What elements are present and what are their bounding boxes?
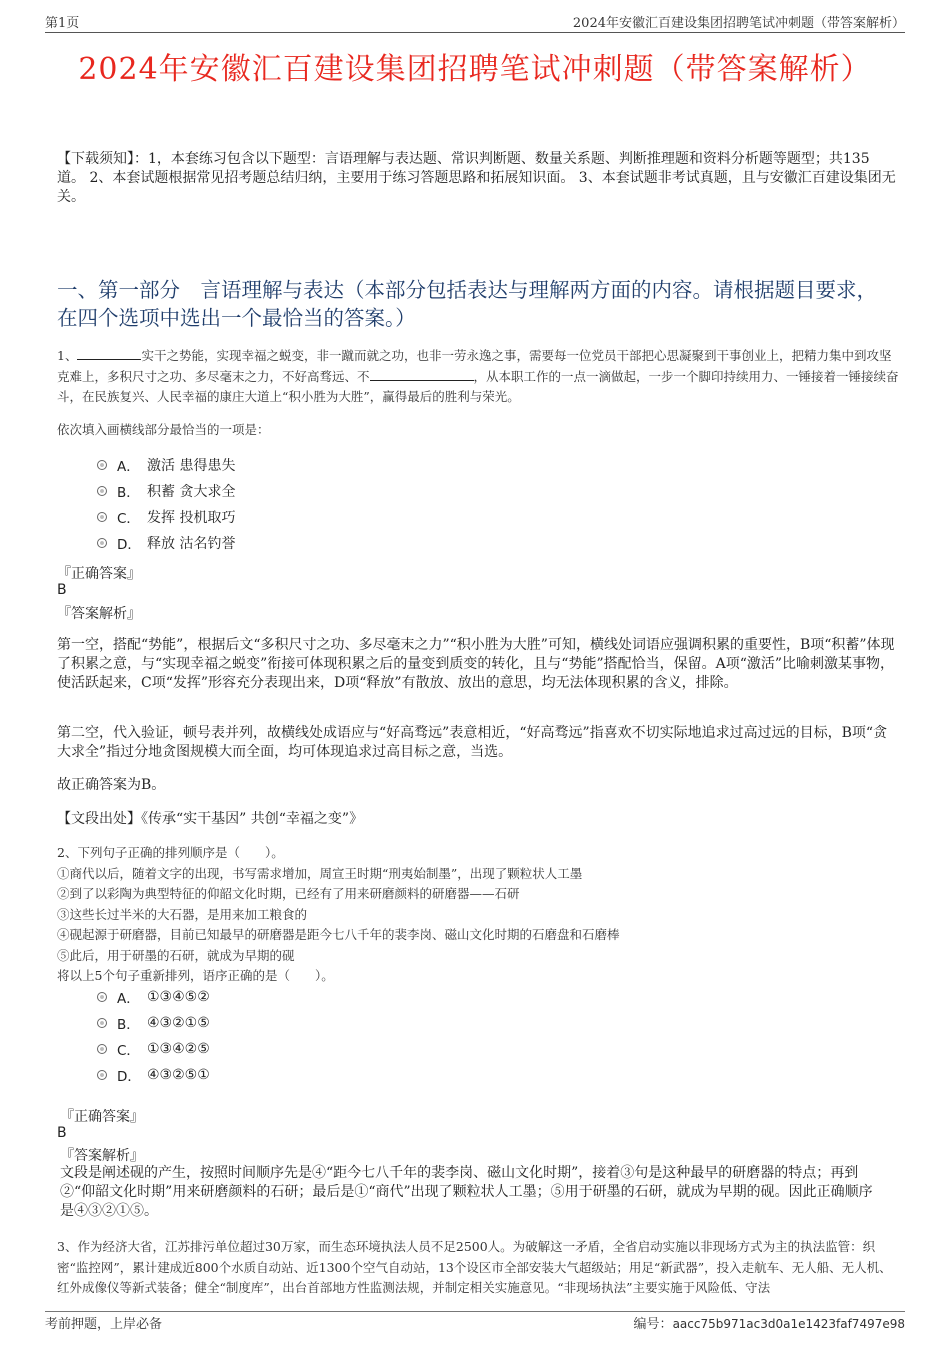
analysis-paragraph: 第二空，代入验证，顿号表并列，故横线处成语应与“好高骛远”表意相近，“好高骛远”指喜欢不切实际地追求过高过远的目标，B项“贪大求全”指过分地贪图规模大而全面，均可体现追求过高目标之意，当选。 [57, 725, 888, 760]
radio-icon[interactable] [97, 460, 107, 470]
section-heading: 一、第一部分 言语理解与表达（本部分包括表达与理解两方面的内容。请根据题目要求，在四个选项中选出一个最恰当的答案。） [57, 278, 877, 330]
question-2-stem [57, 843, 899, 987]
analysis-conclusion: 故正确答案为B。 [57, 777, 166, 793]
footer-divider [45, 1311, 905, 1312]
footer-code-label: 编号： [633, 1317, 673, 1332]
header-doc-title: 2024年安徽汇百建设集团招聘笔试冲刺题（带答案解析） [572, 16, 905, 31]
radio-icon[interactable] [97, 512, 107, 522]
page-title: 2024年安徽汇百建设集团招聘笔试冲刺题（带答案解析） [78, 52, 872, 87]
answer-label: 『正确答案』 [60, 1109, 144, 1125]
option-d[interactable]: D． 释放 沽名钓誉 [97, 530, 235, 556]
radio-icon[interactable] [97, 1044, 107, 1054]
radio-icon[interactable] [97, 1070, 107, 1080]
question-1-options [97, 452, 235, 556]
analysis-label: 『答案解析』 [60, 1148, 144, 1164]
question-2-line: 将以上5个句子重新排列，语序正确的是（ ）。 [57, 968, 334, 983]
option-a[interactable]: A． ①③④⑤② [97, 984, 210, 1010]
question-1-text-a: 实干之势能，实现幸福之蜕变，非一蹴而就之功，也非一劳永逸之事，需要每一位党员干部把心思凝聚到干事创业上，把精力集中到攻坚克难上，多积尺寸之功、多尽毫末之力，不好高骛远、不 [57, 348, 892, 384]
option-b[interactable]: B． 积蓄 贪大求全 [97, 478, 235, 504]
correct-answer: B [57, 1125, 67, 1141]
radio-icon[interactable] [97, 992, 107, 1002]
footer-code-value: aacc75b971ac3d0a1e1423faf7497e98 [672, 1317, 905, 1331]
question-1-prompt: 依次填入画横线部分最恰当的一项是： [57, 422, 270, 437]
question-1-number: 1、 [57, 348, 78, 363]
option-a[interactable]: A． 激活 患得患失 [97, 452, 235, 478]
download-notice: 【下载须知】：1，本套练习包含以下题型：言语理解与表达题、常识判断题、数量关系题、判断推理题和资料分析题等题型；共135道。 2、本套试题根据常见招考题总结归纳，主要用于练习答题思路和拓展知识面。 3、本套试题非考试真题，且与安徽汇百建设集团无关。 [57, 151, 896, 205]
source-citation: 【文段出处】《传承“实干基因” 共创“幸福之变”》 [57, 811, 364, 827]
footer-code [634, 1313, 905, 1332]
radio-icon[interactable] [97, 538, 107, 548]
question-1-stem [57, 346, 899, 408]
header-divider [45, 32, 905, 33]
radio-icon[interactable] [97, 1018, 107, 1028]
option-b[interactable]: B． ④③②①⑤ [97, 1010, 210, 1036]
footer-slogan: 考前押题，上岸必备 [45, 1317, 163, 1332]
correct-answer: B [57, 582, 67, 598]
question-2-line: ③这些长过半米的大石器，是用来加工粮食的 [57, 906, 308, 922]
answer-label: 『正确答案』 [57, 566, 141, 582]
analysis-paragraph: 第一空，搭配“势能”，根据后文“多积尺寸之功、多尽毫末之力”“积小胜为大胜”可知，横线处词语应强调积累的重要性，B项“积蓄”体现了积累之意，与“实现幸福之蜕变”衔接可体现积累之后的量变到质变的转化，且与“势能”搭配恰当，保留。A项“激活”比喻刺激某事物，使活跃起来，C项“发挥”形容充分表现出来，D项“释放”有散放、放出的意思，均无法体现积累的含义，排除。 [57, 637, 895, 691]
question-2-line: ②到了以彩陶为典型特征的仰韶文化时期，已经有了用来研磨颜料的研磨器——石研 [57, 886, 520, 901]
analysis-label: 『答案解析』 [57, 606, 141, 622]
blank-2 [370, 380, 474, 381]
option-c[interactable]: C． 发挥 投机取巧 [97, 504, 235, 530]
option-d[interactable]: D． ④③②⑤① [97, 1062, 210, 1088]
question-2-line: 2、下列句子正确的排列顺序是（ ）。 [57, 845, 284, 860]
question-2-line: ①商代以后，随着文字的出现，书写需求增加，周宣王时期“刑夷始制墨”，出现了颗粒状人工墨 [57, 865, 583, 881]
page-number: 第1页 [45, 16, 80, 31]
option-c[interactable]: C． ①③④②⑤ [97, 1036, 210, 1062]
radio-icon[interactable] [97, 486, 107, 496]
blank-1 [77, 359, 141, 360]
analysis-paragraph: 文段是阐述砚的产生，按照时间顺序先是④“距今七八千年的裴李岗、磁山文化时期”，接着③句是这种最早的研磨器的特点；再到②“仰韶文化时期”用来研磨颜料的石研；最后是①“商代”出现了颗粒状人工墨；⑤用于研墨的石研，就成为早期的砚。因此正确顺序是④③②①⑤。 [60, 1165, 873, 1219]
question-1-text-b: ，从本职工作的一点一滴做起，一步一个脚印持续用力、一锤接着一锤接续奋斗，在民族复兴、人民幸福的康庄大道上“积小胜为大胜”，赢得最后的胜利与荣光。 [57, 368, 899, 404]
question-2-line: ④砚起源于研磨器，目前已知最早的研磨器是距今七八千年的裴李岗、磁山文化时期的石磨盘和石磨棒 [57, 927, 620, 942]
question-2-options [97, 984, 210, 1088]
question-2-line: ⑤此后，用于研墨的石研，就成为早期的砚 [57, 947, 295, 963]
question-3-stem: 3、作为经济大省，江苏排污单位超过30万家，而生态环境执法人员不足2500人。为破解这一矛盾，全省启动实施以非现场方式为主的执法监管：织密“监控网”，累计建成近800个水质自动站、近1300个空气自动站，13个设区市全部安装大气超级站；用足“新武器”，投入走航车、无人船、无人机、红外成像仪等新式装备；健全“制度库”，出台首部地方性监测法规，并制定相关实施意见。“非现场执法”主要实施于风险低、守法 [57, 1239, 892, 1295]
